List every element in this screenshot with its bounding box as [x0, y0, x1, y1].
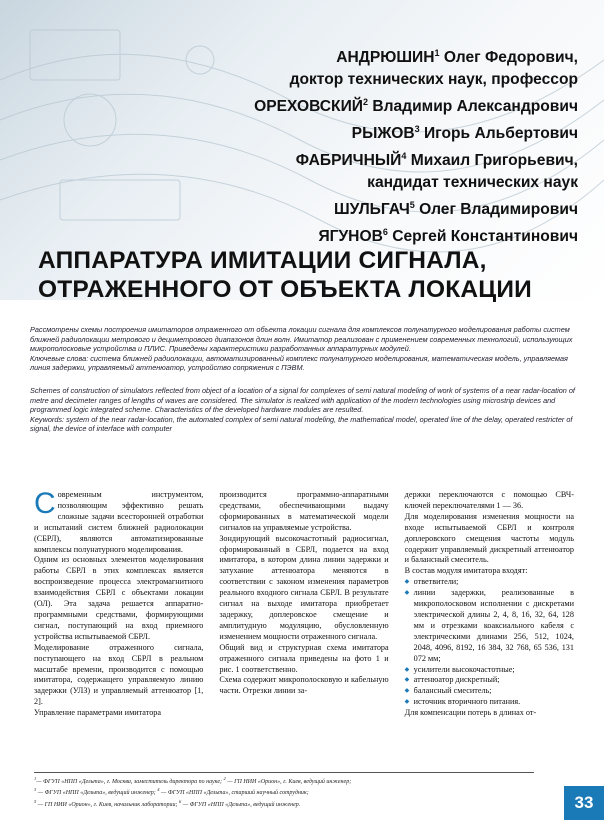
- author-line: ОРЕХОВСКИЙ$^2$ Владимир Александрович: [254, 97, 578, 115]
- abstract-en: Schemes of construction of simulators reflected from object of a location of a signal for complexes of semi natural modeling of work of systems of a near radar-location of metre and decimeter ranges of lengths of waves are considered. The simulator is realized with application of the modern technologies using microstrip devices and programmed logic integrated scheme. Characteristics of the developed hardware modules are resulted.: [30, 385, 575, 415]
- keywords-ru: Ключевые слова: система ближней радиолокации, автоматизированный комплекс полунатурного моделирования, математическая модель, управляемая линия задержки, управляемый аттенюатор, устройство сопряжения с ПЭВМ.: [30, 353, 568, 373]
- author-degree: доктор технических наук, профессор: [289, 71, 578, 88]
- author-degree: кандидат технических наук: [367, 174, 578, 191]
- abstract: [30, 325, 580, 434]
- component-list: [405, 577, 574, 708]
- footnote-line: $^3$ — ФГУП «НПП «Дельта», ведущий инженер; $^4$ — ФГУП «НПП «Дельта», старший научный сотрудник;: [34, 787, 309, 797]
- keywords-en: Keywords: system of the near radar-location, the automated complex of semi natural modeling, the mathematical model, operated line of the delay, operated restricter of signal, the device of interface with computer: [30, 414, 573, 434]
- footnote-line: $^1$— ФГУП «НПП «Дельта», г. Москва, заместитель директора по науке; $^2$ — ГП НИИ «Орион», г. Киев, ведущий инженер;: [34, 776, 352, 785]
- author-line: АНДРЮШИН$^1$ Олег Федорович,: [336, 48, 578, 66]
- text-column-3: [405, 490, 574, 766]
- drop-cap: С: [34, 487, 56, 520]
- article-title: АППАРАТУРА ИМИТАЦИИ СИГНАЛА, ОТРАЖЕННОГО ОТ ОБЪЕКТА ЛОКАЦИИ: [38, 247, 532, 303]
- body-text: [34, 487, 574, 766]
- author-line: ЯГУНОВ$^6$ Сергей Константинович: [318, 227, 578, 245]
- list-item: ◆ ответвители;: [405, 577, 574, 588]
- paragraph: Для компенсации потерь в длинах от-: [404, 708, 537, 718]
- list-item: ◆ линии задержки, реализованные в микрополосковом исполнении с дискретами электрической длины 2, 4, 8, 16, 32, 64, 128 мм и отрезками коаксиального кабеля с электрическими длинами 256, 512, 1024, 2048, 4096, 8192, 16 384, 32 768, 65 536, 131 072 мм;: [405, 588, 574, 664]
- abstract-ru: Рассмотрены схемы построения имитаторов отраженного от объекта локации сигнала для комплексов полунатурного моделирования работы систем ближней радиолокации метрового и дециметрового диапазонов длин волн. Имитатор реализован с применением современных технологий, использующих микрополосковые устройства и ПЛИС. Приведены характеристики разработанных аппаратурных модулей.: [30, 325, 573, 354]
- author-line: ШУЛЬГАЧ$^5$ Олег Владимирович: [333, 200, 578, 218]
- footnotes: [34, 772, 534, 809]
- paragraph: Одним из основных элементов моделирования работы СБРЛ в этих комплексах является воспроизведение процесса электромагнитного взаимодействия СБРЛ с объектами локации (ОЛ). Эта задача решается аппаратно-программными средствами, формирующими сигнал, поступающий на вход приемного устройства испытываемой СБРЛ.: [34, 555, 204, 641]
- paragraph: держки переключаются с помощью СВЧ-ключей переключателями 1 — 36.: [404, 490, 574, 510]
- paragraph: Общий вид и структурная схема имитатора отраженного сигнала приведены на фото 1 и рис. 1 соответственно.: [219, 642, 389, 674]
- list-item: ◆ аттенюатор дискретный;: [405, 675, 574, 686]
- paragraph: В состав модуля имитатора входят:: [404, 566, 528, 576]
- paragraph: Моделирование отраженного сигнала, поступающего на вход СБРЛ в реальном масштабе времени, производится с помощью имитатора, содержащего управляемую линию задержки (УЛЗ) и управляемый аттенюатор [1, 2].: [34, 642, 204, 707]
- page-number: 33: [564, 786, 604, 820]
- list-item: ◆ балансный смеситель;: [405, 686, 574, 697]
- text-column-2: [219, 490, 388, 766]
- paragraph: производится программно-аппаратными средствами, обеспечивающими выдачу сформированных в математической модели сигналов на управляемые устройства.: [219, 490, 389, 532]
- list-item: ◆ усилители высокочастотные;: [405, 665, 574, 676]
- paragraph: Управление параметрами имитатора: [34, 708, 162, 718]
- list-item: ◆ источник вторичного питания.: [405, 697, 574, 708]
- text-column-1: [34, 487, 204, 766]
- author-line: ФАБРИЧНЫЙ$^4$ Михаил Григорьевич,: [295, 151, 578, 169]
- paragraph: Схема содержит микрополосковую и кабельную части. Отрезки линии за-: [219, 675, 389, 696]
- author-list: [254, 42, 578, 248]
- paragraph: Для моделирования изменения мощности на входе испытываемой СБРЛ и контроля доплеровского смещения частоты модуль содержит управляемый дискретный аттенюатор и балансный смеситель.: [404, 511, 574, 565]
- paragraph: Современным инструментом, позволяющим эффективно решать сложные задачи всесторонней отработки и испытаний систем ближней радиолокации (СБРЛ), являются автоматизированные комплексы полунатурного моделирования.: [34, 487, 204, 554]
- paragraph: Зондирующий высокочастотный радиосигнал, сформированный в СБРЛ, подается на вход имитатора, в котором длина линии задержки и затухание аттенюатора меняются в соответствии с законом изменения параметров реального входного сигнала СБРЛ. В результате сигнал на выходе имитатора приобретает задержку, доплеровское смещение и амплитудную модуляцию, обусловленную изменением мощности отраженного сигнала.: [219, 533, 389, 641]
- author-line: РЫЖОВ$^3$ Игорь Альбертович: [351, 124, 578, 142]
- footnote-line: $^5$ — ГП НИИ «Орион», г. Киев, начальник лаборатории; $^6$ — ФГУП «НПП «Дельта», ведущий инженер.: [34, 798, 301, 808]
